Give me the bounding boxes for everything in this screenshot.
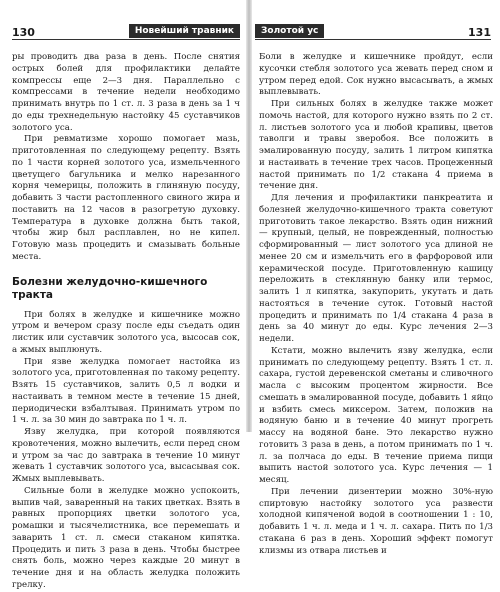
page-header — [255, 24, 491, 40]
header-rule — [12, 39, 240, 40]
page-body — [259, 52, 493, 557]
running-title: Золотой ус — [255, 24, 324, 38]
paragraph: ры проводить два раза в день. После снятия острых болей для профилактики делайте компрессы еще 2—3 дня. Параллельно с компрессами в течение недели необходимо принимать внутрь по 1 ст. л. 3 раза в день за 1 ч до еды трехнедельную настойку 45 суставчиков золотого уса. — [12, 52, 240, 133]
right-page — [251, 0, 500, 556]
page-number: 130 — [12, 26, 35, 39]
header-rule — [255, 39, 491, 40]
paragraph: Для лечения и профилактики панкреатита и болезней желудочно-кишечного тракта советуют приготовить такое лекарство. Взять один нижний — крупный, целый, не поврежденный, полностью сформированный — лист золотого уса длиной не менее 20 см и измельчить его в фарфоровой или керамической посуде. Приготовленную кашицу переложить в стеклянную банку или термос, залить 1 л кипятка, закупорить, укутать и дать настояться в течение суток. Готовый настой процедить и принимать по 1/4 стакана 4 раза в день за 40 минут до еды. Курс лечения 2—3 недели. — [259, 193, 493, 344]
paragraph: При лечении дизентерии можно 30%-ную спиртовую настойку золотого уса развести холодной кипяченой водой в соотношении 1 : 10, добавить 1 ч. л. меда и 1 ч. л. сахара. Пить по 1/3 стакана 6 раз в день. Хороший эффект помогут клизмы из отвара листьев и — [259, 486, 493, 556]
left-page — [0, 0, 247, 590]
paragraph: Сильные боли в желудке можно успокоить, выпив чай, заваренный на таких цветках. Взять в равных пропорциях цветки золотого уса, ромашки и тысячелистника, все перемешать и заварить 1 ст. л. смеси стаканом кипятка. Процедить и пить 3 раза в день. Чтобы быстрее снять боль, можно через каждые 20 минут в течение дня и на область желудка положить грелку. — [12, 485, 240, 590]
paragraph: Кстати, можно вылечить язву желудка, если принимать по следующему рецепту. Взять 1 ст. л. сахара, густой деревенской сметаны и сливочного масла с высоким процентом жирности. Все смешать в эмалированной посуде, добавить 1 яйцо и взбить смесь миксером. Затем, положив на водяную баню и в течение 40 минут прогреть массу на водяной бане. Это лекарство нужно готовить 3 раза в день, а потом принимать по 1 ч. л. за полчаса до еды. В течение приема пищи выпить настой золотого уса. Курс лечения — 1 месяц. — [259, 345, 493, 485]
running-title: Новейший травник — [129, 24, 240, 38]
paragraph: При болях в желудке и кишечнике можно утром и вечером сразу после еды съедать один листик или суставчик золотого уса, высосав сок, а жмых выплюнуть. — [12, 309, 240, 355]
paragraph: Язву желудка, при которой появляются кровотечения, можно вылечить, если перед сном и утром за час до завтрака в течение 10 минут жевать 1 суставчик золотого уса, высасывая сок. Жмых выплевывать. — [12, 427, 240, 484]
paragraph: При сильных болях в желудке также может помочь настой, для которого нужно взять по 2 ст. л. листьев золотого уса и любой крапивы, цветов таволги и травы зверобоя. Все положить в эмалированную посуду, залить 1 литром кипятка и настаивать в течение трех часов. Процеженный настой принимать по 1/2 стакана 4 приема в течение дня. — [259, 99, 493, 192]
paragraph: При ревматизме хорошо помогает мазь, приготовленная по следующему рецепту. Взять по 1 части корней золотого уса, измельченного цветущего багульника и мелко нарезанного корня чемерицы, положить в глиняную посуду, добавить 3 части растопленного свиного жира и поставить на 12 часов в разогретую духовку. Температура в духовке должна быть такой, чтобы жир был расплавлен, но не кипел. Готовую мазь процедить и смазывать больные места. — [12, 134, 240, 262]
page-header — [12, 24, 240, 40]
section-heading: Болезни желудочно-кишечного тракта — [12, 275, 208, 301]
paragraph: Боли в желудке и кишечнике пройдут, если кусочки стебля золотого уса жевать перед сном и утром перед едой. Сок нужно высасывать, а жмых выплевывать. — [259, 52, 493, 98]
page-number: 131 — [468, 26, 491, 39]
page-body — [12, 52, 240, 592]
paragraph: При язве желудка помогает настойка из золотого уса, приготовленная по такому рецепту. Взять 15 суставчиков, залить 0,5 л водки и настаивать в темном месте в течение 15 дней, периодически взбалтывая. Принимать утром по 1 ч. л. за 30 мин до завтрака по 1 ч. л. — [12, 356, 240, 426]
